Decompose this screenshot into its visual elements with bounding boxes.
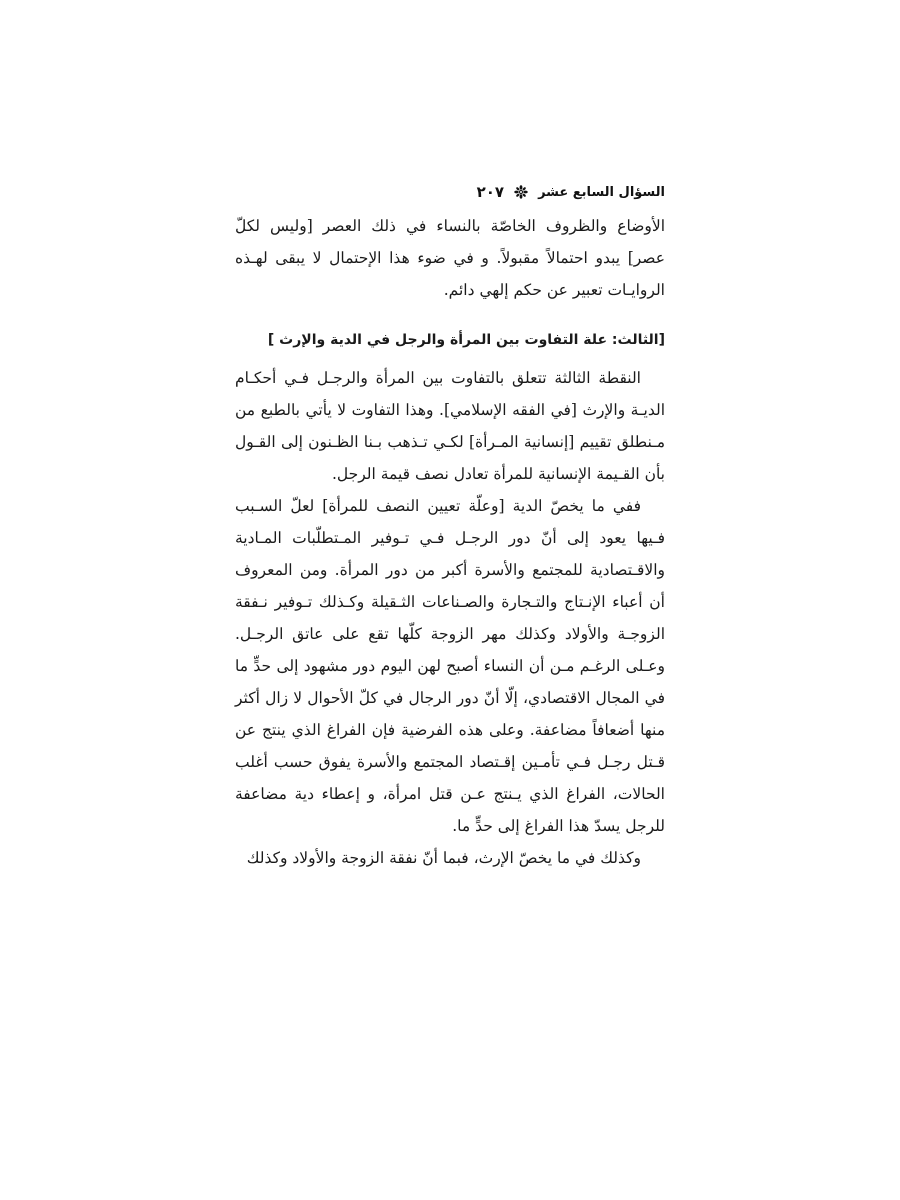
book-page xyxy=(235,180,665,874)
body-paragraph-1: النقطة الثالثة تتعلق بالتفاوت بين المرأة والرجـل فـي أحكـام الديـة والإرث [في الفقه الإسلامي]. وهذا التفاوت لا يأتي بالطبع من مـنطلق تقييم [إنسانية المـرأة] لكـي تـذهب بـنا الظـنون إلى القـول بأن القـيمة الإنسانية للمرأة تعادل نصف قيمة الرجل. xyxy=(235,369,665,483)
intro-paragraph: الأوضاع والظروف الخاصّة بالنساء في ذلك العصر [وليس لكلّ عصر] يبدو احتمالاً مقبولاً. و في ضوء هذا الإحتمال لا يبقى لهـذه الروايـات تعبير عن حكم إلهي دائم. xyxy=(235,217,665,299)
body-paragraph-3: وكذلك في ما يخصّ الإرث، فبما أنّ نفقة الزوجة والأولاد وكذلك xyxy=(246,849,641,867)
flower-ornament-icon xyxy=(514,185,528,199)
running-header xyxy=(235,180,665,204)
body-paragraph-2: ففي ما يخصّ الدية [وعلّة تعيين النصف للمرأة] لعلّ السـبب فـيها يعود إلى أنّ دور الرجـل فـي تـوفير المـتطلّبات المـادية والاقـتصادية للمجتمع والأسرة أكبر من دور المرأة. ومن المعروف أن أعباء الإنـتاج والتـجارة والصـناعات الثـقيلة وكـذلك تـوفير نـفقة الزوجـة والأولاد وكذلك مهر الزوجة كلّها تقع على عاتق الرجـل. وعـلى الرغـم مـن أن النساء أصبح لهن اليوم دور مشهود إلى حدٍّ ما في المجال الاقتصادي، إلّا أنّ دور الرجال في كلّ الأحوال لا زال أكثر منها أضعافاً مضاعفة. وعلى هذه الفرضية فإن الفراغ الذي ينتج عن قـتل رجـل فـي تأمـين إقـتصاد المجتمع والأسرة يفوق حسب أغلب الحالات، الفراغ الذي يـنتج عـن قتل امرأة، و إعطاء دية مضاعفة للرجل يسدّ هذا الفراغ إلى حدٍّ ما. xyxy=(235,497,665,835)
chapter-title: السؤال السابع عشر xyxy=(538,184,665,200)
page-number: ٢٠٧ xyxy=(476,183,505,201)
section-heading: [الثالث: علة التفاوت بين المرأة والرجل في الدية والإرث ] xyxy=(267,332,665,348)
